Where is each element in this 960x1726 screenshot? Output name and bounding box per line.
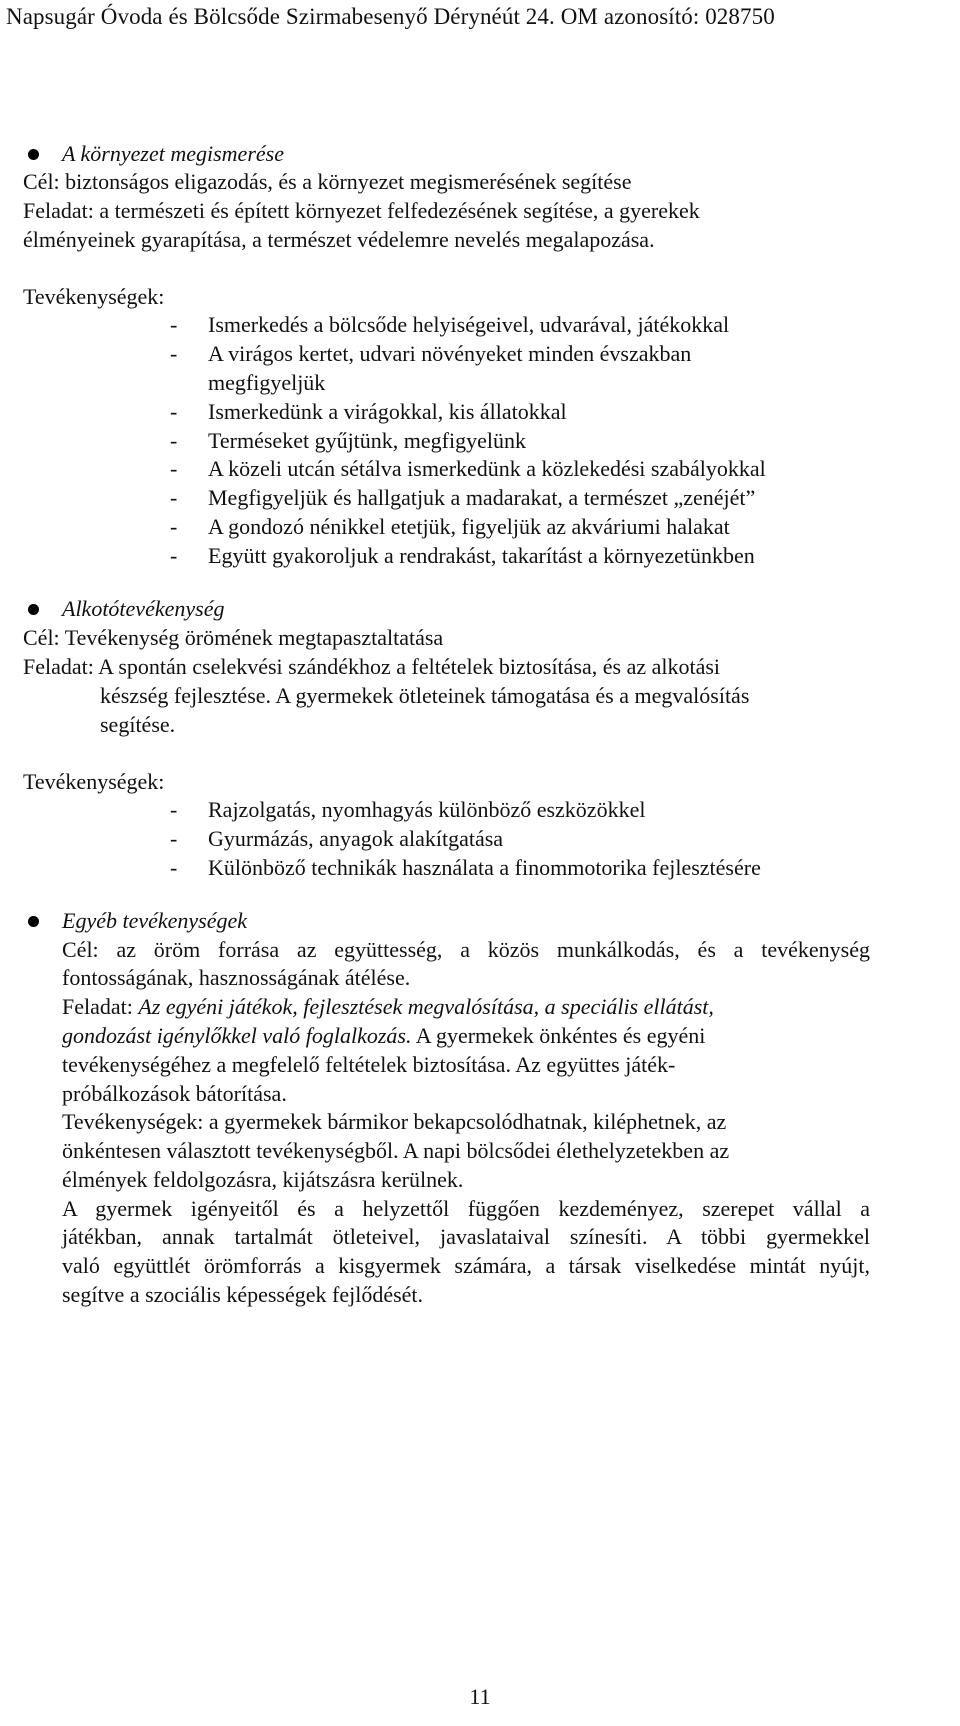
dash: - [170, 797, 178, 822]
task-text: tevékenységéhez a megfelelő feltételek biztosítása. Az együttes játék- [62, 1052, 676, 1077]
task-text: próbálkozások bátorítása. [62, 1081, 287, 1106]
dash: - [170, 428, 178, 453]
dash: - [170, 485, 178, 510]
dash: - [170, 399, 178, 424]
task-text [62, 993, 714, 1021]
goal-text: Cél: Tevékenység örömének megtapasztaltatása [23, 625, 444, 650]
list-item: Terméseket gyűjtünk, megfigyelünk [208, 428, 526, 453]
dash: - [170, 855, 178, 880]
dash: - [170, 826, 178, 851]
section-title: Egyéb tevékenységek [62, 908, 248, 933]
task-italic-text: gondozást igénylőkkel való foglalkozás. [62, 1023, 412, 1048]
dash: - [170, 514, 178, 539]
list-item: Ismerkedés a bölcsőde helyiségeivel, udvarával, játékokkal [208, 312, 730, 337]
task-text: Feladat: A spontán cselekvési szándékhoz a feltételek biztosítása, és az alkotási [23, 654, 721, 679]
section-title: A környezet megismerése [62, 141, 284, 166]
task-label: Feladat: [62, 994, 139, 1019]
list-item: Együtt gyakoroljuk a rendrakást, takarítást a környezetünkben [208, 543, 755, 568]
page-number: 11 [469, 1684, 491, 1709]
activities-text: önkéntesen választott tevékenységből. A napi bölcsődei élethelyzetekben az [62, 1138, 730, 1163]
list-item: Ismerkedünk a virágokkal, kis állatokkal [208, 399, 567, 424]
list-item: Megfigyeljük és hallgatjuk a madarakat, a természet „zenéjét” [208, 485, 756, 510]
activities-text: élmények feldolgozásra, kijátszásra kerülnek. [62, 1167, 464, 1192]
task-text [62, 1022, 705, 1050]
paragraph-text: segítve a szociális képességek fejlődését. [62, 1282, 424, 1307]
paragraph-text: játékban, annak tartalmát ötleteivel, javaslataival színesíti. A többi gyermekkel [62, 1224, 870, 1249]
dash: - [170, 543, 178, 568]
page-header: Napsugár Óvoda és Bölcsőde Szirmabesenyő Dérynéút 24. OM azonosító: 028750 [6, 4, 775, 29]
activities-text: Tevékenységek: a gyermekek bármikor bekapcsolódhatnak, kiléphetnek, az [62, 1109, 727, 1134]
task-text: segítése. [100, 712, 176, 737]
task-text: készség fejlesztése. A gyermekek ötleteinek támogatása és a megvalósítás [100, 683, 750, 708]
bullet-icon [28, 149, 39, 160]
goal-text: Cél: az öröm forrása az együttesség, a közös munkálkodás, és a tevékenység [62, 937, 870, 962]
activities-label: Tevékenységek: [23, 284, 165, 309]
list-item: Különböző technikák használata a finommotorika fejlesztésére [208, 855, 761, 880]
task-text: élményeinek gyarapítása, a természet védelemre nevelés megalapozása. [23, 227, 655, 252]
dash: - [170, 312, 178, 337]
bullet-icon [28, 916, 39, 927]
paragraph-text: A gyermek igényeitől és a helyzettől függően kezdeményez, szerepet vállal a [62, 1196, 870, 1221]
goal-text: Cél: biztonságos eligazodás, és a környezet megismerésének segítése [23, 169, 632, 194]
list-item: A virágos kertet, udvari növényeket minden évszakban [208, 341, 692, 366]
list-item: Gyurmázás, anyagok alakítgatása [208, 826, 504, 851]
dash: - [170, 456, 178, 481]
task-italic-text: Az egyéni játékok, fejlesztések megvalósítása, a speciális ellátást, [138, 994, 714, 1019]
list-item: A közeli utcán sétálva ismerkedünk a közlekedési szabályokkal [208, 456, 766, 481]
dash: - [170, 341, 178, 366]
activities-label: Tevékenységek: [23, 769, 165, 794]
task-text: Feladat: a természeti és épített környezet felfedezésének segítése, a gyerekek [23, 198, 700, 223]
list-item: Rajzolgatás, nyomhagyás különböző eszközökkel [208, 797, 646, 822]
section-title: Alkotótevékenység [62, 596, 225, 621]
list-item: A gondozó nénikkel etetjük, figyeljük az akváriumi halakat [208, 514, 730, 539]
goal-text: fontosságának, hasznosságának átélése. [62, 965, 411, 990]
paragraph-text: való együttlét örömforrás a kisgyermek számára, a társak viselkedése mintát nyújt, [62, 1253, 870, 1278]
task-normal-text: A gyermekek önkéntes és egyéni [411, 1023, 706, 1048]
list-item: megfigyeljük [208, 370, 326, 395]
bullet-icon [28, 604, 39, 615]
